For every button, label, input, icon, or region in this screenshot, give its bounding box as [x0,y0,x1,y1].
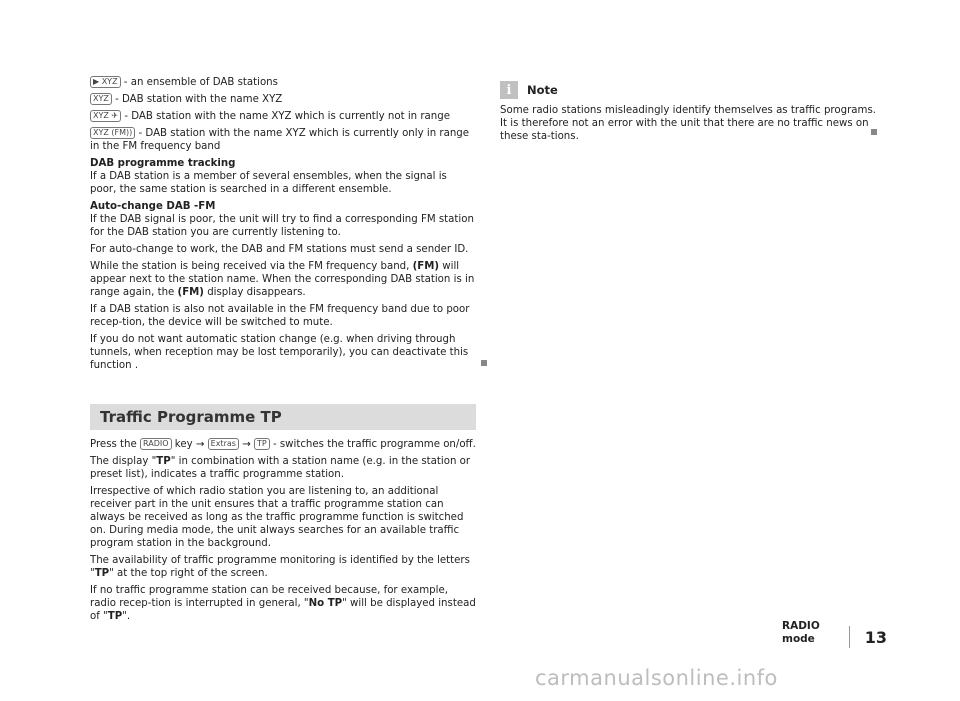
para-mute: If a DAB station is also not available in the FM frequency band due to poor recep-tion, the device will be switched to mute. [90,304,470,328]
item-ensemble [90,76,476,89]
para-sender: For auto-change to work, the DAB and FM stations must send a sender ID. [90,244,469,255]
para-fm-part3: display disappears. [203,287,306,298]
item-ensemble-text: - an ensemble of DAB stations [120,77,278,88]
para-tp-display [90,455,476,481]
left-column [90,76,476,627]
note-text: Some radio stations misleadingly identify themselves as traffic programs. It is therefore not an error with the unit that there are no traffic news on these sta-tions. [500,105,877,142]
avail-part2: " at the top right of the screen. [109,568,268,579]
notp-part2: " will be displayed instead of " [90,598,476,622]
dab-tracking-section [90,157,476,196]
item-station [90,93,476,106]
notp-part3: ". [122,611,131,622]
arrow-icon: → [242,439,251,450]
page-footer [782,620,887,647]
info-icon: i [500,81,518,99]
footer-divider [849,626,850,648]
para-fm [90,260,476,299]
para-irrespective: Irrespective of which radio station you are listening to, an additional receiver part in the unit ensures that a traffic programme station can always be received as long as the traffic programme function is switched on. During media mode, the unit always searches for an available traffic program station in the background. [90,486,464,549]
dab-tracking-text: If a DAB station is a member of several ensembles, when the signal is poor, the same station is searched in a different ensemble. [90,171,447,195]
note-box [500,80,886,147]
dab-tracking-title: DAB programme tracking [90,158,236,169]
item-not-in-range-text: - DAB station with the name XYZ which is currently not in range [121,111,450,122]
section-heading-tp: Traffic Programme TP [90,404,476,430]
tp-press-part3: - switches the traffic programme on/off. [269,439,476,450]
tp-bold: TP [156,456,171,467]
notp-bold2: TP [107,611,123,622]
autochange-title: Auto-change DAB -FM [90,201,216,212]
fm-label: (FM) [177,287,204,298]
footer-section: RADIO mode [782,620,820,645]
key-station: XYZ [90,93,112,105]
note-header [500,80,886,100]
notp-part1: If no traffic programme station can be received because, for example, radio recep-tion is interrupted in general, " [90,585,448,609]
para-fm-part1: While the station is being received via the FM frequency band, [90,261,413,272]
section-end-marker [481,360,487,366]
para-availability [90,554,476,580]
key-fm-range: XYZ (FM)) [90,127,135,139]
key-tp: TP [254,438,270,450]
tp-display-part2: " in combination with a station name (e.g. in the station or preset list), indicates a traffic programme station. [90,456,471,480]
para-tp-press [90,438,476,451]
tp-display-part1: The display " [90,456,157,467]
item-not-in-range [90,110,476,123]
note-title: Note [527,82,558,97]
key-radio: RADIO [140,438,172,450]
autochange-section [90,200,476,239]
autochange-text: If the DAB signal is poor, the unit will try to find a corresponding FM station for the DAB station you are currently listening to. [90,214,474,238]
arrow-icon: → [195,439,205,450]
para-tunnels: If you do not want automatic station change (e.g. when driving through tunnels, when reception may be lost temporarily), you can deactivate this function . [90,334,469,371]
page-number: 13 [864,628,887,647]
avail-part1: The availability of traffic programme monitoring is identified by the letters " [90,555,470,579]
section-end-marker [871,129,877,135]
item-station-text: - DAB station with the name XYZ [111,94,283,105]
key-not-in-range: XYZ ✈ [90,110,121,122]
key-extras: Extras [208,438,239,450]
item-fm-range-text: - DAB station with the name XYZ which is currently only in range in the FM frequency band [90,128,470,152]
notp-bold: No TP [308,598,343,609]
watermark: carmanualsonline.info [535,666,778,690]
para-fm-part2: will appear next to the station name. When the corresponding DAB station is in range again, the [90,261,475,298]
para-no-tp [90,584,476,623]
tp-press-part1: Press the [90,439,141,450]
tp-press-part2: key [171,439,196,450]
key-ensemble: ▶ XYZ [90,76,121,88]
avail-bold: TP [94,568,110,579]
item-fm-range [90,127,476,153]
fm-label: (FM) [412,261,440,272]
